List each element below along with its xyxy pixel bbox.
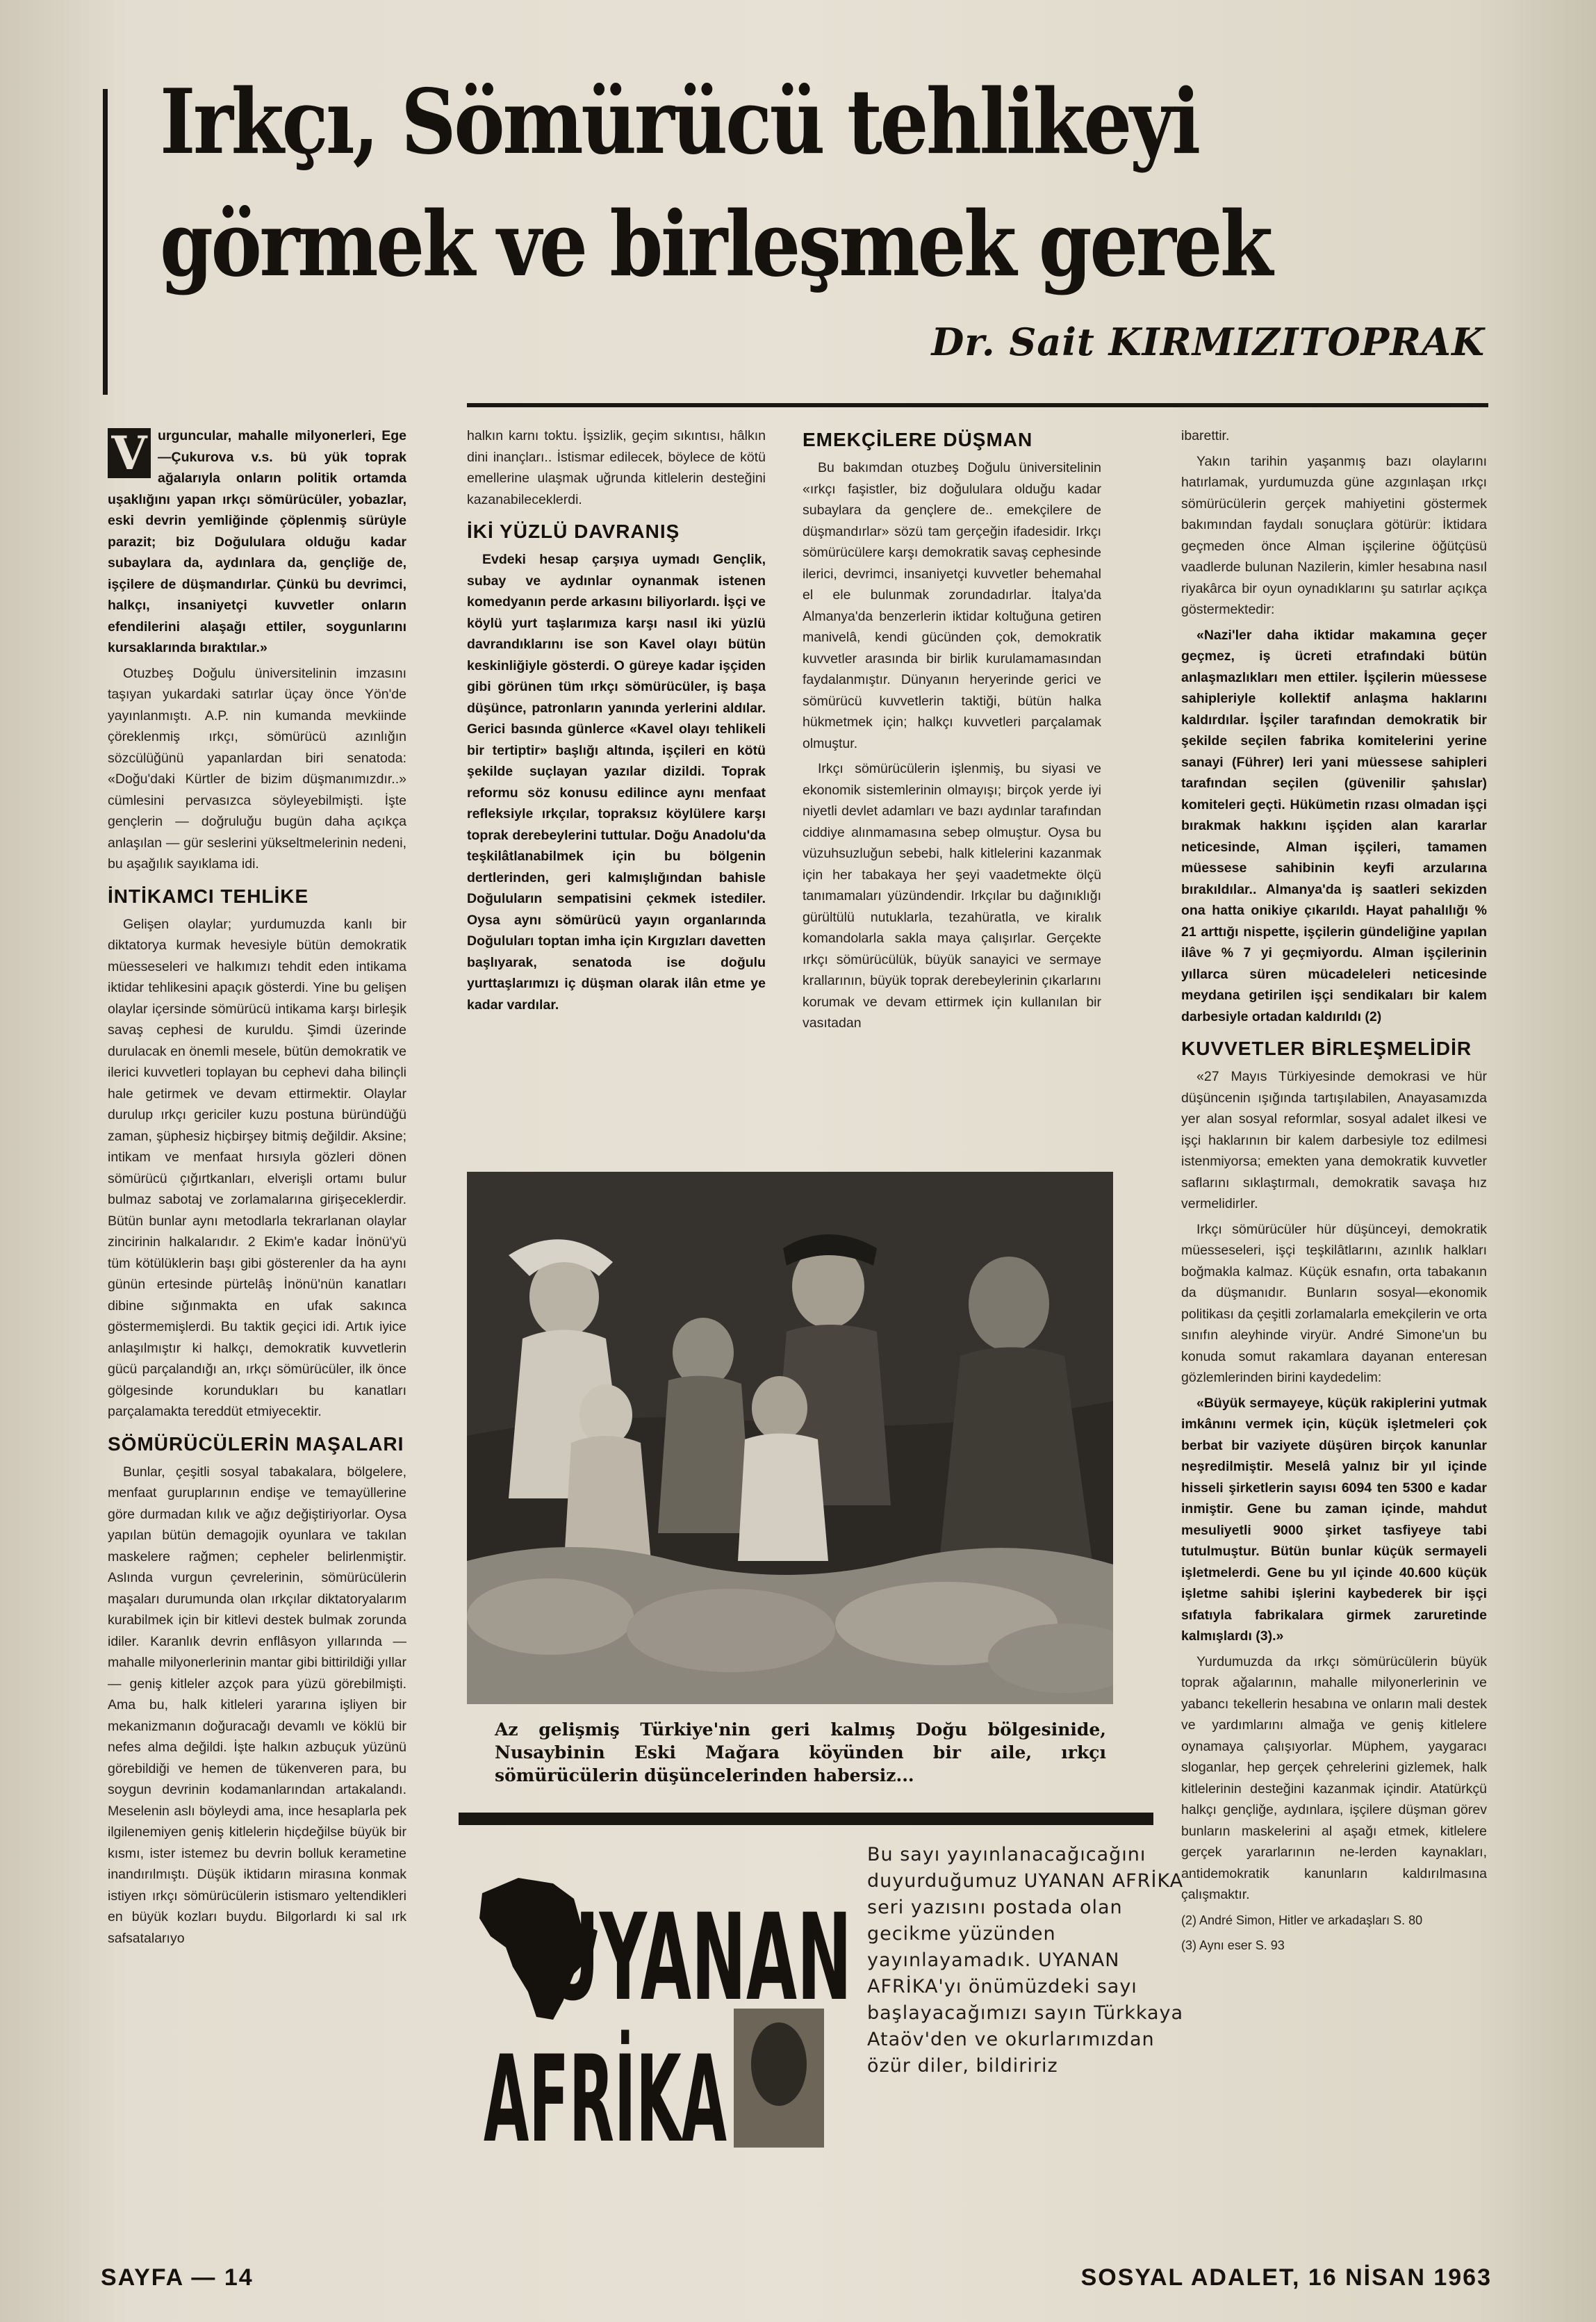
headline-line-2: görmek ve birleşmek gerek (160, 193, 1271, 297)
paragraph: Gelişen olaylar; yurdumuzda kanlı bir diktatorya kurmak hevesiyle bütün demokratik müesseseleri ve halkımızı tehdit eden intikama iktidar tehlikesini apaçık gösterdi. Yine bu gelişen olaylar içersinde sömürücü intikama karşı birleşik savaş cephesi de kuruldu. Şimdi üzerinde durulacak en önemli mesele, bütün demokratik ve ilerici kuvvetleri toplayan bu cephevi daha bilinçli hale getirmek ve devam ettirmektir. Olaylar durulup ırkçı gericiler kuzu postuna büründüğü zaman, şüphesiz hiçbirşey bitmiş değildir. Aksine; intikam ve menfaat hırsıyla gözleri dönen sömürücü çığırtkanları, elverişli ortamı bulur bulmaz sabotaj ve zorlamalarına girişeceklerdir. Bütün bunlar aynı metodlarla tekrarlanan olaylar zincirinin halkalarıdır. 2 Ekim'e kadar İnönü'yü tüm kötülüklerin başı gibi gösterenler da ha aynı günün ertesinde pürtelâş İnönü'nün kanatları dibine sığınmakta en ufak sakınca göstermemişlerdi. Bu taktik geçici idi. Artık iyice anlaşılmıştır ki halkçı, demokratik kuvvetlerin gücü parçalandığı an, ırkçı sömürücüler, ilk önce gölgesinde korundukları bu kanatları parçalamakta tereddüt etmiyecektir. (108, 916, 406, 1419)
paragraph: Bunlar, çeşitli sosyal tabakalara, bölgelere, menfaat guruplarının endişe ve temayüllerine göre durmadan kılık ve ağız değiştiriyorlar. Oysa yapılan bütün demagojik oyunlara ve takılan maskelere rağmen; cepheler belirlenmiştir. Aslında vurgun çevrelerinin, sömürücülerin maşaları durumunda olan ırkçılar diktatoryalarım kurabilmek için bir kitlevi destek bulmak zorunda idiler. Karanlık devrin enflâsyon yıllarında — mahalle milyonerlerinin mantar gibi bittirildiği yıllar — geniş kitleler azçok para yüzü görebilmişti. Ama bu, halk kitleleri yararına işliyen bir mekanizmanın doğuracağı devamlı ve köklü bir nefes alma değildi. İşte halkın azbuçuk yüzünü görebildiği ve hemen de tükenveren para, bu soygun devrinin kodamanlarından artakalandı. Meselenin aslı böyleydi ama, ince hesaplarla pek ilgilenemiyen geniş kitlelerin hiçdeğilse büyük bir kısmı, ister istemez bu devrin bolluk kerametine inandırılmıştı. Düşük iktidarın mirasına konmak istiyen ırkçı sömürücülerin istismaro yeltendikleri en büyük kozları buydu. Bilgorlardı ki sal ırk safsatalarıyo (108, 1464, 406, 1946)
subheading-somuruculerin-masalari: SÖMÜRÜCÜLERİN MAŞALARI (108, 1432, 404, 1455)
section-divider (459, 1813, 1153, 1825)
headline-rule (103, 89, 108, 395)
photo-caption: Az gelişmiş Türkiye'nin geri kalmış Doğu bölgesinide, Nusaybinin Eski Mağara köyünden bir aile, ırkçı sömürücülerin düşüncelerinden habersiz... (495, 1719, 1106, 1785)
masthead-date: SOSYAL ADALET, 16 NİSAN 1963 (1080, 2264, 1492, 2291)
uyanan-afrika-notice: Bu sayı yayınlanacağıcağını duyurduğumuz UYANAN AFRİKA seri yazısını postada olan gecikme yüzünden yayınlayamadık. UYANAN AFRİKA'yı önümüzdeki sayı başlayacağımızı sayın Türkkaya Ataöv'den ve okurlarımızdan özür diler, bildiririz (867, 1844, 1184, 2077)
drop-cap: V (108, 428, 151, 478)
headline-line-1: Irkçı, Sömürücü tehlikeyi (160, 70, 1199, 174)
lead-paragraph: V urguncular, mahalle milyonerleri, Ege—Çukurova v.s. bü yük toprak ağalarıyla onların politik ortamda uşaklığını yapan ırkçı sömürücüler, yobazlar, eski devrin yemliğinde çöplenmiş sürüyle parazit; biz Doğululara olduğu kadar subaylara da, aydınlara da, gençliğe de, işçilere de düşmandırlar. Çünkü bu devrimci, halkçı, insaniyetçi kuvvetler onların efendilerini alaşağı ettiler, soygunlarını kursaklarında bıraktılar.» (108, 426, 406, 655)
header-divider (467, 403, 1488, 407)
column-3 (803, 425, 1101, 1038)
logo-line-1: UYANAN (546, 1888, 852, 2027)
logo-line-2: AFRİKA (484, 2029, 727, 2155)
quotation: «Büyük sermayeye, küçük rakiplerini yutmak imkânını vermek için, küçük işletmeleri çok berbat bir vaziyete düşüren birçok kanunlar neşredilmiştir. Meselâ yalnız bir yıl içinde hisseli şirketlerin sayısı 6094 ten 5300 e kadar inmiştir. Gene bu zaman içinde, mahdut mesuliyetli 9000 şirket tasfiyeye tabi tutulmuştur. Bütün bunlar küçük sermayeli işletmelerdi. Gene bu yıl içinde 40.600 küçük işletme sahibi işlerini kaybederek bir işçi sıfatıyla fabrikalara girmek zaruretinde kalmışlardı (3).» (1181, 1395, 1487, 1644)
subheading-intikamci-tehlike: İNTİKAMCI TEHLİKE (108, 885, 309, 907)
paragraph: Irkçı sömürücüler hür düşünceyi, demokratik müesseseleri, işçi teşkilâtlarını, azınlık halkları boğmakla kalmaz. Küçük esnafın, orta tabakanın da düşmanıdır. Bunların sosyal—ekonomik politikası da çeşitli zorlamalarla emekçilerin ve orta sınıfın aleyhinde viryür. André Simone'un bu konuda somut rakamlara dayanan enteresan gözlemlerinden birini kaydedelim: (1181, 1221, 1487, 1385)
paragraph: halkın karnı toktu. İşsizlik, geçim sıkıntısı, hâlkın dini inançları.. İstismar edilecek, böylece de kötü emellerine ulaşmak uğrunda kitlelerin desteğini kazanabileceklerdi. (467, 428, 766, 507)
subheading-emekcilere-dusman: EMEKÇİLERE DÜŞMAN (803, 429, 1033, 450)
author-byline: Dr. Sait KIRMIZITOPRAK (931, 320, 1485, 364)
paragraph: Bu bakımdan otuzbeş Doğulu üniversitelinin «ırkçı faşistler, biz doğululara olduğu kadar subaylara da gençlere de.. emekçilere de düşmandırlar» sözü tam gerçeğin ifadesidir. Irkçı sömürücülere karşı demokratik savaş cephesinde ilerici, devrimci, insaniyetçi kuvvetler behemahal el ele bulunmak zorundadırlar. İtalya'da Almanya'da benzerlerin iktidar koltuğuna getiren manivelâ, kendi gücünden çok, demokratik kuvvetler arasında bir birlik kurulamamasından faydalanmıştır. Dünyanın heryerinde gerici ve sömürücü kuvvetlerin taktiği, bütün halka hükmetmek için; halkçı kuvvetleri parçalamak olmuştur. (803, 460, 1101, 751)
paragraph: Yakın tarihin yaşanmış bazı olaylarını hatırlamak, yurdumuzda güne azgınlaşan ırkçı sömürücülerin gerçek mahiyetini göstermek bakımından faydalı sonuçlara götürür: İktidara geçmeden önce Alman işçilerine öğütçüsü vaadlerde bulunan Nazilerin, kimler hesabına nasıl riyakârca bir oyun oynadıklarını şu satırlar açıkça göstermektedir: (1181, 453, 1487, 617)
quotation: «Nazi'ler daha iktidar makamına geçer geçmez, iş ücreti etrafındaki bütün anlaşmazlıkları men ettiler. İşçilerin müessese sahipleriyle kollektif anlaşma haklarını kaldırdılar. İşçiler tarafından demokratik bir şekilde seçilen fabrika komitelerini yerine sanayi (Führer) leri yani müessese sahipleri tarafından seçilen (güvenilir şahıslar) komiteleri geçti. Hükümetin rızası olmadan işçi bırakmak hakkını işçiden alan kararlar neticesinde, Alman işçileri, tamamen müessese sahibinin keyfi arzularına bırakıldılar.. Almanya'da iş saatleri sekizden ona hatta onikiye çıkarıldı. Hayat pahalılığı % 21 arttığı nispette, işçilerin gündeliğine yapılan ilâve % 7 yi geçmiyordu. Alman işçilerinin yıllarca süren mücadeleleri neticesinde meydana getirilen işçi sendikaları bir kalem darbesiyle ortadan kaldırıldı (2) (1181, 627, 1487, 1024)
page-number: SAYFA — 14 (101, 2264, 254, 2291)
column-2 (467, 425, 766, 1020)
paragraph: «27 Mayıs Türkiyesinde demokrasi ve hür düşüncenin ışığında tartışılabilen, Anayasamızda yer alan sosyal reformlar, sosyal adalet ilkesi ve işçi haklarının bir kalem darbesiyle toz edilmesi istenmiyorsa; emekten yana demokratik kuvvetler saflarını sıklaştırmalı, demokratik savaşa hız vermelidirler. (1181, 1069, 1487, 1211)
paragraph: ibarettir. (1181, 428, 1230, 443)
paragraph: Yurdumuzda da ırkçı sömürücülerin büyük toprak ağalarının, mahalle milyonerlerinin ve yabancı tekellerin hesabına ve onların mali destek ve yardımlarını almağa ve geniş kitlelere oynamaya çalışıyorlar. Müphem, yaygaracı sloganlar, hep gerçek çehrelerini gizlemek, halk kitlelerinin desteğini kazanmak içindir. Atatürkçü halkçı gençliğe, aydınlara, işçilere düşman görev bunların maskelerini al aşağı etmek, kitlelere gerçek yararlarının ne-lerden kaynakları, antidemokratik kanunların kaldırılmasına çalışmaktır. (1181, 1653, 1487, 1902)
footnote: (3) Aynı eser S. 93 (1181, 1938, 1285, 1952)
family-photo (467, 1172, 1113, 1704)
footnote: (2) André Simon, Hitler ve arkadaşları S. 80 (1181, 1913, 1423, 1927)
headline (160, 61, 1295, 306)
column-1 (108, 425, 406, 1953)
subheading-kuvvetler-birlesmelidir: KUVVETLER BİRLEŞMELİDİR (1181, 1038, 1472, 1059)
subheading-iki-yuzlu-davranis: İKİ YÜZLÜ DAVRANIŞ (467, 521, 680, 542)
column-4 (1181, 425, 1487, 1961)
paragraph: Irkçı sömürücülerin işlenmiş, bu siyasi ve ekonomik sistemlerinin olmayışı; birçok yerde iyi niyetli devlet adamları ve bazı aydınlar tarafından ciddiye alınmamasına sebep olmuştur. Oysa bu vüzuhsuzluğun sebebi, halk kitlelerini kazanmak için her tabakaya her şeyi vaadetmekte ölçü tanımamaları yüzündendir. Irkçılar bu dağınıklığı gürültülü nutuklarla, tezahüratla, ve kiralık komandolarla sakla maya çalışırlar. Gerçekte ırkçı sömürücülük, büyük sanayici ve sermaye krallarının, büyük toprak derebeylerinin çıkarlarını korumak ve devam ettirmek için kullanılan bir vasıtadan (803, 761, 1101, 1031)
family-photo-image (467, 1172, 1113, 1704)
paragraph: Otuzbeş Doğulu üniversitelinin imzasını taşıyan yukardaki satırlar üçay önce Yön'de yayınlanmıştı. A.P. nin kumanda mevkiinde çöreklenmiş ırkçı, sömürücü azınlığın sözcülüğünü yapanlardan biri senatoda: «Doğu'daki Kürtler de bizim düşmanımızdır..» cümlesini pervasızca söyleyebilmişti. İşte gençlerin — doğruluğu bugün daha açıkça anlaşılan — gür seslerini yükseltmelerinin nedeni, bu aşağılık sayıklama idi. (108, 665, 406, 872)
africa-map-icon (470, 1863, 859, 2155)
paragraph: Evdeki hesap çarşıya uymadı Gençlik, subay ve aydınlar oynanmak istenen komedyanın perde arkasını biliyorlardı. İşçi ve köylü yurt taşlarımıza karşı nasıl iki yüzlü davrandıklarını ise son Kavel olayı bütün keskinliğiyle gösterdi. O güreye kadar işçiden gibi görünen tüm ırkçı sömürücüler, iş başa düşünce, patronların yanında yerlerini aldılar. Gerici basında günlerce «Kavel olayı tehlikeli bir tertiptir» başlığı altında, işçileri en kötü şekilde suçlayan yazılar dizildi. Toprak reformu söz konusu edilince aynı menfaat refleksiyle ırkçılar, topraksız köylülere karşı toprak derebeylerini tuttular. Doğu Anadolu'da teşkilâtlanabilmek için bu bölgenin dertlerinden, geri kalmışlığından bahisle Doğuluların sempatisini çekmek istediler. Oysa aynı sömürücü yayın organlarında Doğuluları toptan imha için Kırgızları davetten başlıyarak, senatoda ise doğulu yurttaşlarımızı iç düşman olarak ilân etme ye kadar vardılar. (467, 552, 766, 1013)
uyanan-afrika-logo (470, 1863, 859, 2155)
